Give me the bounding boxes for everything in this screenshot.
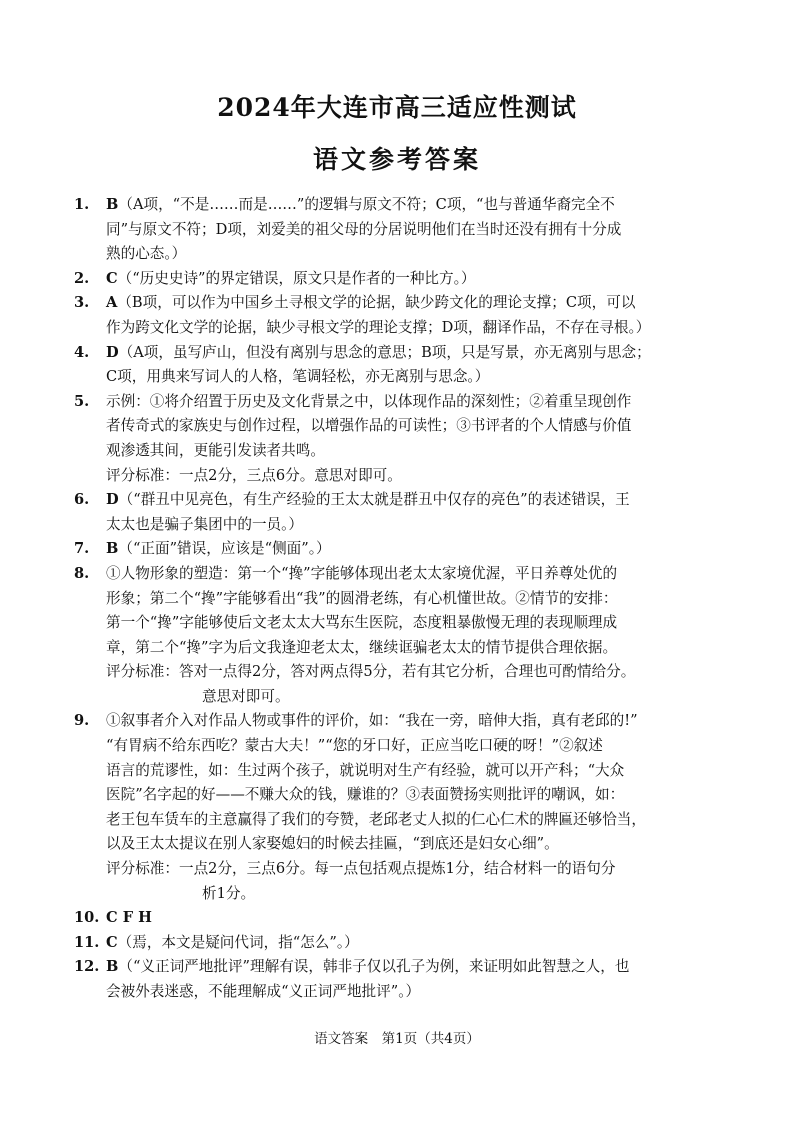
answer-line <box>106 636 724 661</box>
scoring-standard: 析1分。 <box>202 884 256 902</box>
answer-line <box>106 906 724 931</box>
answer-explanation: 示例：①将介绍置于历史及文化背景之中，以体现作品的深刻性；②着重呈现创作 <box>106 392 632 410</box>
answer-line <box>106 832 724 857</box>
answer-line <box>106 955 724 980</box>
answer-item <box>74 488 724 537</box>
answer-item <box>74 709 724 906</box>
answer-line <box>106 218 724 243</box>
answer-explanation: 观渗透其间，更能引发读者共鸣。 <box>106 441 325 459</box>
answer-explanation: （A项，虽写庐山，但没有离别与思念的意思；B项，只是写景，亦无离别与思念； <box>118 343 651 361</box>
answer-line <box>106 759 724 784</box>
answer-item <box>74 390 724 488</box>
answer-explanation: 章，第二个“搀”字为后文我逢迎老太太，继续诓骗老太太的情节提供合理依据。 <box>106 638 618 656</box>
answer-explanation: ①人物形象的塑造：第一个“搀”字能够体现出老太太家境优渥，平日养尊处优的 <box>106 564 618 582</box>
answer-line <box>106 709 724 734</box>
answer-line <box>106 931 724 956</box>
question-number: 10. <box>74 909 100 927</box>
answer-line <box>106 316 724 341</box>
answer-line <box>106 341 724 366</box>
answer-line <box>106 365 724 390</box>
answer-choice: D <box>106 343 119 361</box>
answer-choice: D <box>106 491 119 509</box>
answer-explanation: 太太也是骗子集团中的一员。） <box>106 515 304 533</box>
answer-line <box>106 611 724 636</box>
scoring-standard: 评分标准：一点2分，三点6分。意思对即可。 <box>106 466 402 484</box>
answer-explanation: 作为跨文化文学的论据，缺少寻根文学的理论支撑；D项，翻译作品，不存在寻根。） <box>106 318 651 336</box>
question-number: 11. <box>74 933 100 951</box>
answer-explanation: （“义正词严地批评”理解有误，韩非子仅以孔子为例，来证明如此智慧之人，也 <box>118 958 630 976</box>
answer-explanation: （A项，“不是……而是……”的逻辑与原文不符；C项，“也与普通华裔完全不 <box>118 196 615 213</box>
answer-explanation: （B项，可以作为中国乡土寻根文学的论据，缺少跨文化的理论支撑；C项，可以 <box>117 294 636 312</box>
answer-item <box>74 193 724 267</box>
answer-explanation: 熟的心态。） <box>106 245 187 263</box>
answer-explanation: 同”与原文不符；D项，刘爱美的祖父母的分居说明他们在当时还没有拥有十分成 <box>106 220 622 238</box>
answer-list <box>74 193 724 1005</box>
scoring-standard: 评分标准：答对一点得2分，答对两点得5分，若有其它分析，合理也可酌情给分。 <box>106 663 636 681</box>
answer-choice: A <box>106 294 118 312</box>
document-subtitle: 语文参考答案 <box>312 145 481 174</box>
answer-line <box>106 439 724 464</box>
answer-explanation: 会被外表迷惑，不能理解成“义正词严地批评”。） <box>106 983 421 1000</box>
answer-explanation: （“群丑中见亮色，有生产经验的王太太就是群丑中仅存的亮色”的表述错误，王 <box>118 491 630 509</box>
answer-explanation: （“正面”错误，应该是“侧面”。） <box>118 540 331 558</box>
page-footer: 语文答案 第1页（共4页） <box>314 1031 480 1047</box>
answer-choice: C <box>106 933 118 951</box>
answer-explanation: C项，用典来写词人的人格，笔调轻松，亦无离别与思念。） <box>106 368 490 386</box>
answer-choice: B <box>106 196 119 213</box>
answer-line <box>106 291 724 316</box>
question-number: 6. <box>74 491 90 509</box>
scoring-standard: 评分标准：一点2分，三点6分。每一点包括观点提炼1分，结合材料一的语句分 <box>106 860 616 878</box>
answer-explanation: 者传奇式的家族史与创作过程，以增强作品的可读性；③书评者的个人情感与价值 <box>106 417 632 435</box>
question-number: 7. <box>74 540 90 558</box>
scoring-standard: 意思对即可。 <box>202 687 290 705</box>
question-number: 3. <box>74 294 90 312</box>
answer-line <box>106 562 724 587</box>
answer-item <box>74 562 724 710</box>
answer-item <box>74 906 724 931</box>
answer-item <box>74 931 724 956</box>
question-number: 5. <box>74 392 90 410</box>
answer-line <box>106 267 724 292</box>
question-number: 9. <box>74 712 90 730</box>
question-number: 4. <box>74 343 90 361</box>
answer-explanation: （“历史史诗”的界定错误，原文只是作者的一种比方。） <box>117 269 476 287</box>
answer-explanation: “有胃病不给东西吃？蒙古大夫！”“您的牙口好，正应当吃口硬的呀！”②叙述 <box>106 737 603 755</box>
question-number: 1. <box>74 196 90 213</box>
answer-line <box>106 537 724 562</box>
answer-item <box>74 267 724 292</box>
answer-item <box>74 955 724 1004</box>
answer-line <box>106 783 724 808</box>
answer-choice: C <box>106 269 118 287</box>
answer-line <box>106 414 724 439</box>
answer-line <box>106 390 724 415</box>
question-number: 12. <box>74 958 100 976</box>
answer-explanation: 医院”名字起的好——不赚大众的钱，赚谁的？③表面赞扬实则批评的嘲讽，如： <box>106 786 625 804</box>
answer-line <box>106 808 724 833</box>
answer-line <box>106 734 724 759</box>
answer-item <box>74 341 724 390</box>
answer-line <box>106 513 724 538</box>
answer-explanation: 第一个“搀”字能够使后文老太太大骂东生医院，态度粗暴傲慢无理的表现顺理成 <box>106 614 618 632</box>
answer-line <box>106 242 724 267</box>
question-number: 8. <box>74 564 90 582</box>
answer-explanation: 语言的荒谬性，如：生过两个孩子，就说明对生产有经验，就可以开产科；“大众 <box>106 761 625 779</box>
answer-explanation: ①叙事者介入对作品人物或事件的评价，如：“我在一旁，暗伸大指，真有老邱的!” <box>106 712 638 730</box>
answer-choice: B <box>106 540 119 558</box>
answer-choice: B <box>106 958 119 976</box>
answer-line <box>106 488 724 513</box>
answer-explanation: （焉，本文是疑问代词，指“怎么”。） <box>117 933 359 951</box>
answer-item <box>74 291 724 340</box>
question-number: 2. <box>74 269 90 287</box>
exam-title: 2024年大连市高三适应性测试 <box>217 93 577 122</box>
answer-line <box>106 193 724 218</box>
answer-line <box>106 587 724 612</box>
answer-explanation: 老王包车赁车的主意赢得了我们的夸赞，老邱老丈人拟的仁心仁术的牌匾还够恰当， <box>106 810 646 828</box>
answer-explanation: 以及王太太提议在别人家娶媳妇的时候去挂匾，“到底还是妇女心细”。 <box>106 835 559 853</box>
answer-choice: C F H <box>106 909 152 927</box>
answer-line <box>106 980 724 1005</box>
answer-explanation: 形象；第二个“搀”字能够看出“我”的圆滑老练，有心机懂世故。②情节的安排： <box>106 589 618 607</box>
answer-item <box>74 537 724 562</box>
